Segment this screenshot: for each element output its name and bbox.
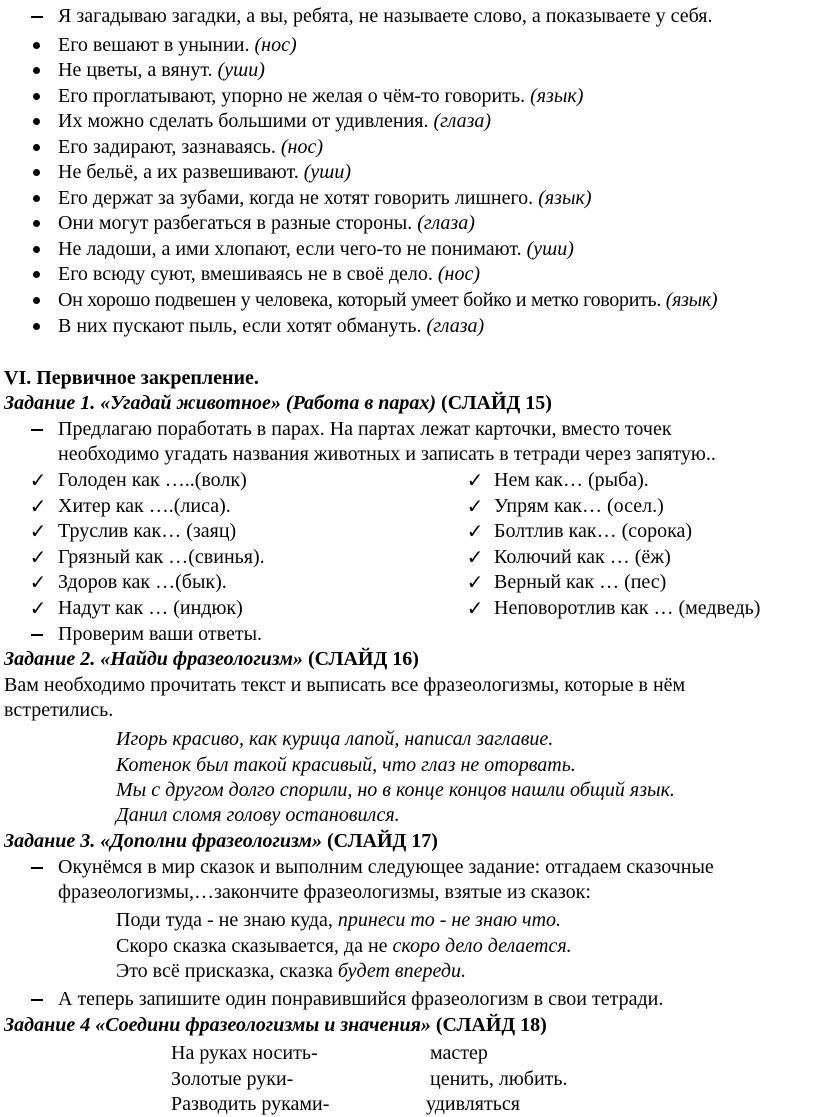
task2-sentence: Котенок был такой красивый, что глаз не оторвать.: [116, 754, 576, 776]
animal-item: Надут как … (индюк): [58, 597, 243, 619]
bullet-dot: [33, 93, 40, 100]
riddle-item: Не бельё, а их развешивают. (уши): [58, 161, 352, 183]
check-icon: ✓: [29, 547, 47, 569]
task2-sentence: Игорь красиво, как курица лапой, написал заглавие.: [116, 728, 554, 750]
dash-bullet: [31, 429, 43, 431]
check-icon: ✓: [466, 598, 484, 620]
check-icon: ✓: [29, 470, 47, 492]
task2-sentence: Мы с другом долго спорили, но в конце концов нашли общий язык.: [116, 779, 675, 801]
idiom-left: Разводить руками-: [171, 1093, 330, 1115]
animal-item: Верный как … (пес): [494, 571, 667, 593]
check-icon: ✓: [466, 496, 484, 518]
bullet-dot: [33, 144, 40, 151]
animal-item: Здоров как …(бык).: [58, 571, 227, 593]
riddle-item: Он хорошо подвешен у человека, который умеет бойко и метко говорить. (язык): [58, 289, 718, 311]
bullet-dot: [33, 42, 40, 49]
riddle-item: Его задирают, зазнаваясь. (нос): [58, 136, 324, 158]
animal-item: Труслив как… (заяц): [58, 520, 237, 542]
check-icon: ✓: [466, 547, 484, 569]
animal-item: Нем как… (рыба).: [494, 469, 649, 491]
animal-item: Неповоротлив как … (медведь): [494, 597, 761, 619]
fairy-phrase: Поди туда - не знаю куда, принеси то - не знаю что.: [116, 909, 562, 931]
riddle-item: Его проглатывают, упорно не желая о чём-то говорить. (язык): [58, 85, 584, 107]
riddle-item: Они могут разбегаться в разные стороны. (глаза): [58, 212, 475, 234]
check-icon: ✓: [466, 521, 484, 543]
bullet-dot: [33, 246, 40, 253]
section-heading: VI. Первичное закрепление.: [4, 367, 259, 389]
task4-title: Задание 4 «Соедини фразеологизмы и значения» (СЛАЙД 18): [4, 1014, 547, 1036]
bullet-dot: [33, 220, 40, 227]
animal-item: Колючий как … (ёж): [494, 546, 671, 568]
task1-intro: необходимо угадать названия животных и записать в тетради через запятую..: [58, 443, 716, 465]
check-icon: ✓: [29, 496, 47, 518]
riddle-item: Его вешают в унынии. (нос): [58, 34, 297, 56]
fairy-phrase: Это всё присказка, сказка будет впереди.: [116, 960, 466, 982]
intro-line: Я загадываю загадки, а вы, ребята, не называете слово, а показываете у себя.: [58, 5, 713, 27]
dash-bullet: [31, 634, 43, 636]
task2-text: встретились.: [4, 699, 114, 721]
riddle-item: Его всюду суют, вмешиваясь не в своё дело. (нос): [58, 263, 480, 285]
bullet-dot: [33, 271, 40, 278]
check-icon: ✓: [466, 572, 484, 594]
task1-check: Проверим ваши ответы.: [58, 623, 263, 645]
animal-item: Упрям как… (осел.): [494, 495, 664, 517]
riddle-item: Не цветы, а вянут. (уши): [58, 59, 265, 81]
dash-bullet: [31, 16, 43, 18]
idiom-meaning: удивляться: [426, 1093, 520, 1115]
check-icon: ✓: [29, 598, 47, 620]
bullet-dot: [33, 195, 40, 202]
idiom-left: Золотые руки-: [171, 1068, 294, 1090]
riddle-item: В них пускают пыль, если хотят обмануть. (глаза): [58, 315, 485, 337]
dash-bullet: [31, 999, 43, 1001]
bullet-dot: [33, 297, 40, 304]
task1-title: Задание 1. «Угадай животное» (Работа в парах) (СЛАЙД 15): [4, 392, 552, 414]
animal-item: Грязный как …(свинья).: [58, 546, 265, 568]
riddle-item: Его держат за зубами, когда не хотят говорить лишнего. (язык): [58, 187, 592, 209]
bullet-dot: [33, 118, 40, 125]
task2-title: Задание 2. «Найди фразеологизм» (СЛАЙД 16): [4, 648, 419, 670]
idiom-left: На руках носить-: [171, 1042, 318, 1064]
idiom-meaning: ценить, любить.: [430, 1068, 568, 1090]
task3-intro: Окунёмся в мир сказок и выполним следующее задание: отгадаем сказочные: [58, 856, 714, 878]
dash-bullet: [31, 867, 43, 869]
riddle-item: Их можно сделать большими от удивления. (глаза): [58, 110, 492, 132]
task3-outro: А теперь запишите один понравившийся фразеологизм в свои тетради.: [58, 988, 664, 1010]
fairy-phrase: Скоро сказка сказывается, да не скоро дело делается.: [116, 935, 572, 957]
check-icon: ✓: [466, 470, 484, 492]
animal-item: Хитер как ….(лиса).: [58, 495, 231, 517]
task3-intro: фразеологизмы,…закончите фразеологизмы, взятые из сказок:: [58, 881, 591, 903]
animal-item: Болтлив как… (сорока): [494, 520, 693, 542]
task3-title: Задание 3. «Дополни фразеологизм» (СЛАЙД 17): [4, 830, 438, 852]
bullet-dot: [33, 323, 40, 330]
riddle-item: Не ладоши, а ими хлопают, если чего-то не понимают. (уши): [58, 238, 574, 260]
check-icon: ✓: [29, 521, 47, 543]
bullet-dot: [33, 67, 40, 74]
animal-item: Голоден как …..(волк): [58, 469, 247, 491]
task1-intro: Предлагаю поработать в парах. На партах лежат карточки, вместо точек: [58, 418, 672, 440]
bullet-dot: [33, 169, 40, 176]
check-icon: ✓: [29, 572, 47, 594]
idiom-meaning: мастер: [430, 1042, 488, 1064]
task2-sentence: Данил сломя голову остановился.: [116, 804, 400, 826]
task2-text: Вам необходимо прочитать текст и выписать все фразеологизмы, которые в нём: [4, 674, 686, 696]
